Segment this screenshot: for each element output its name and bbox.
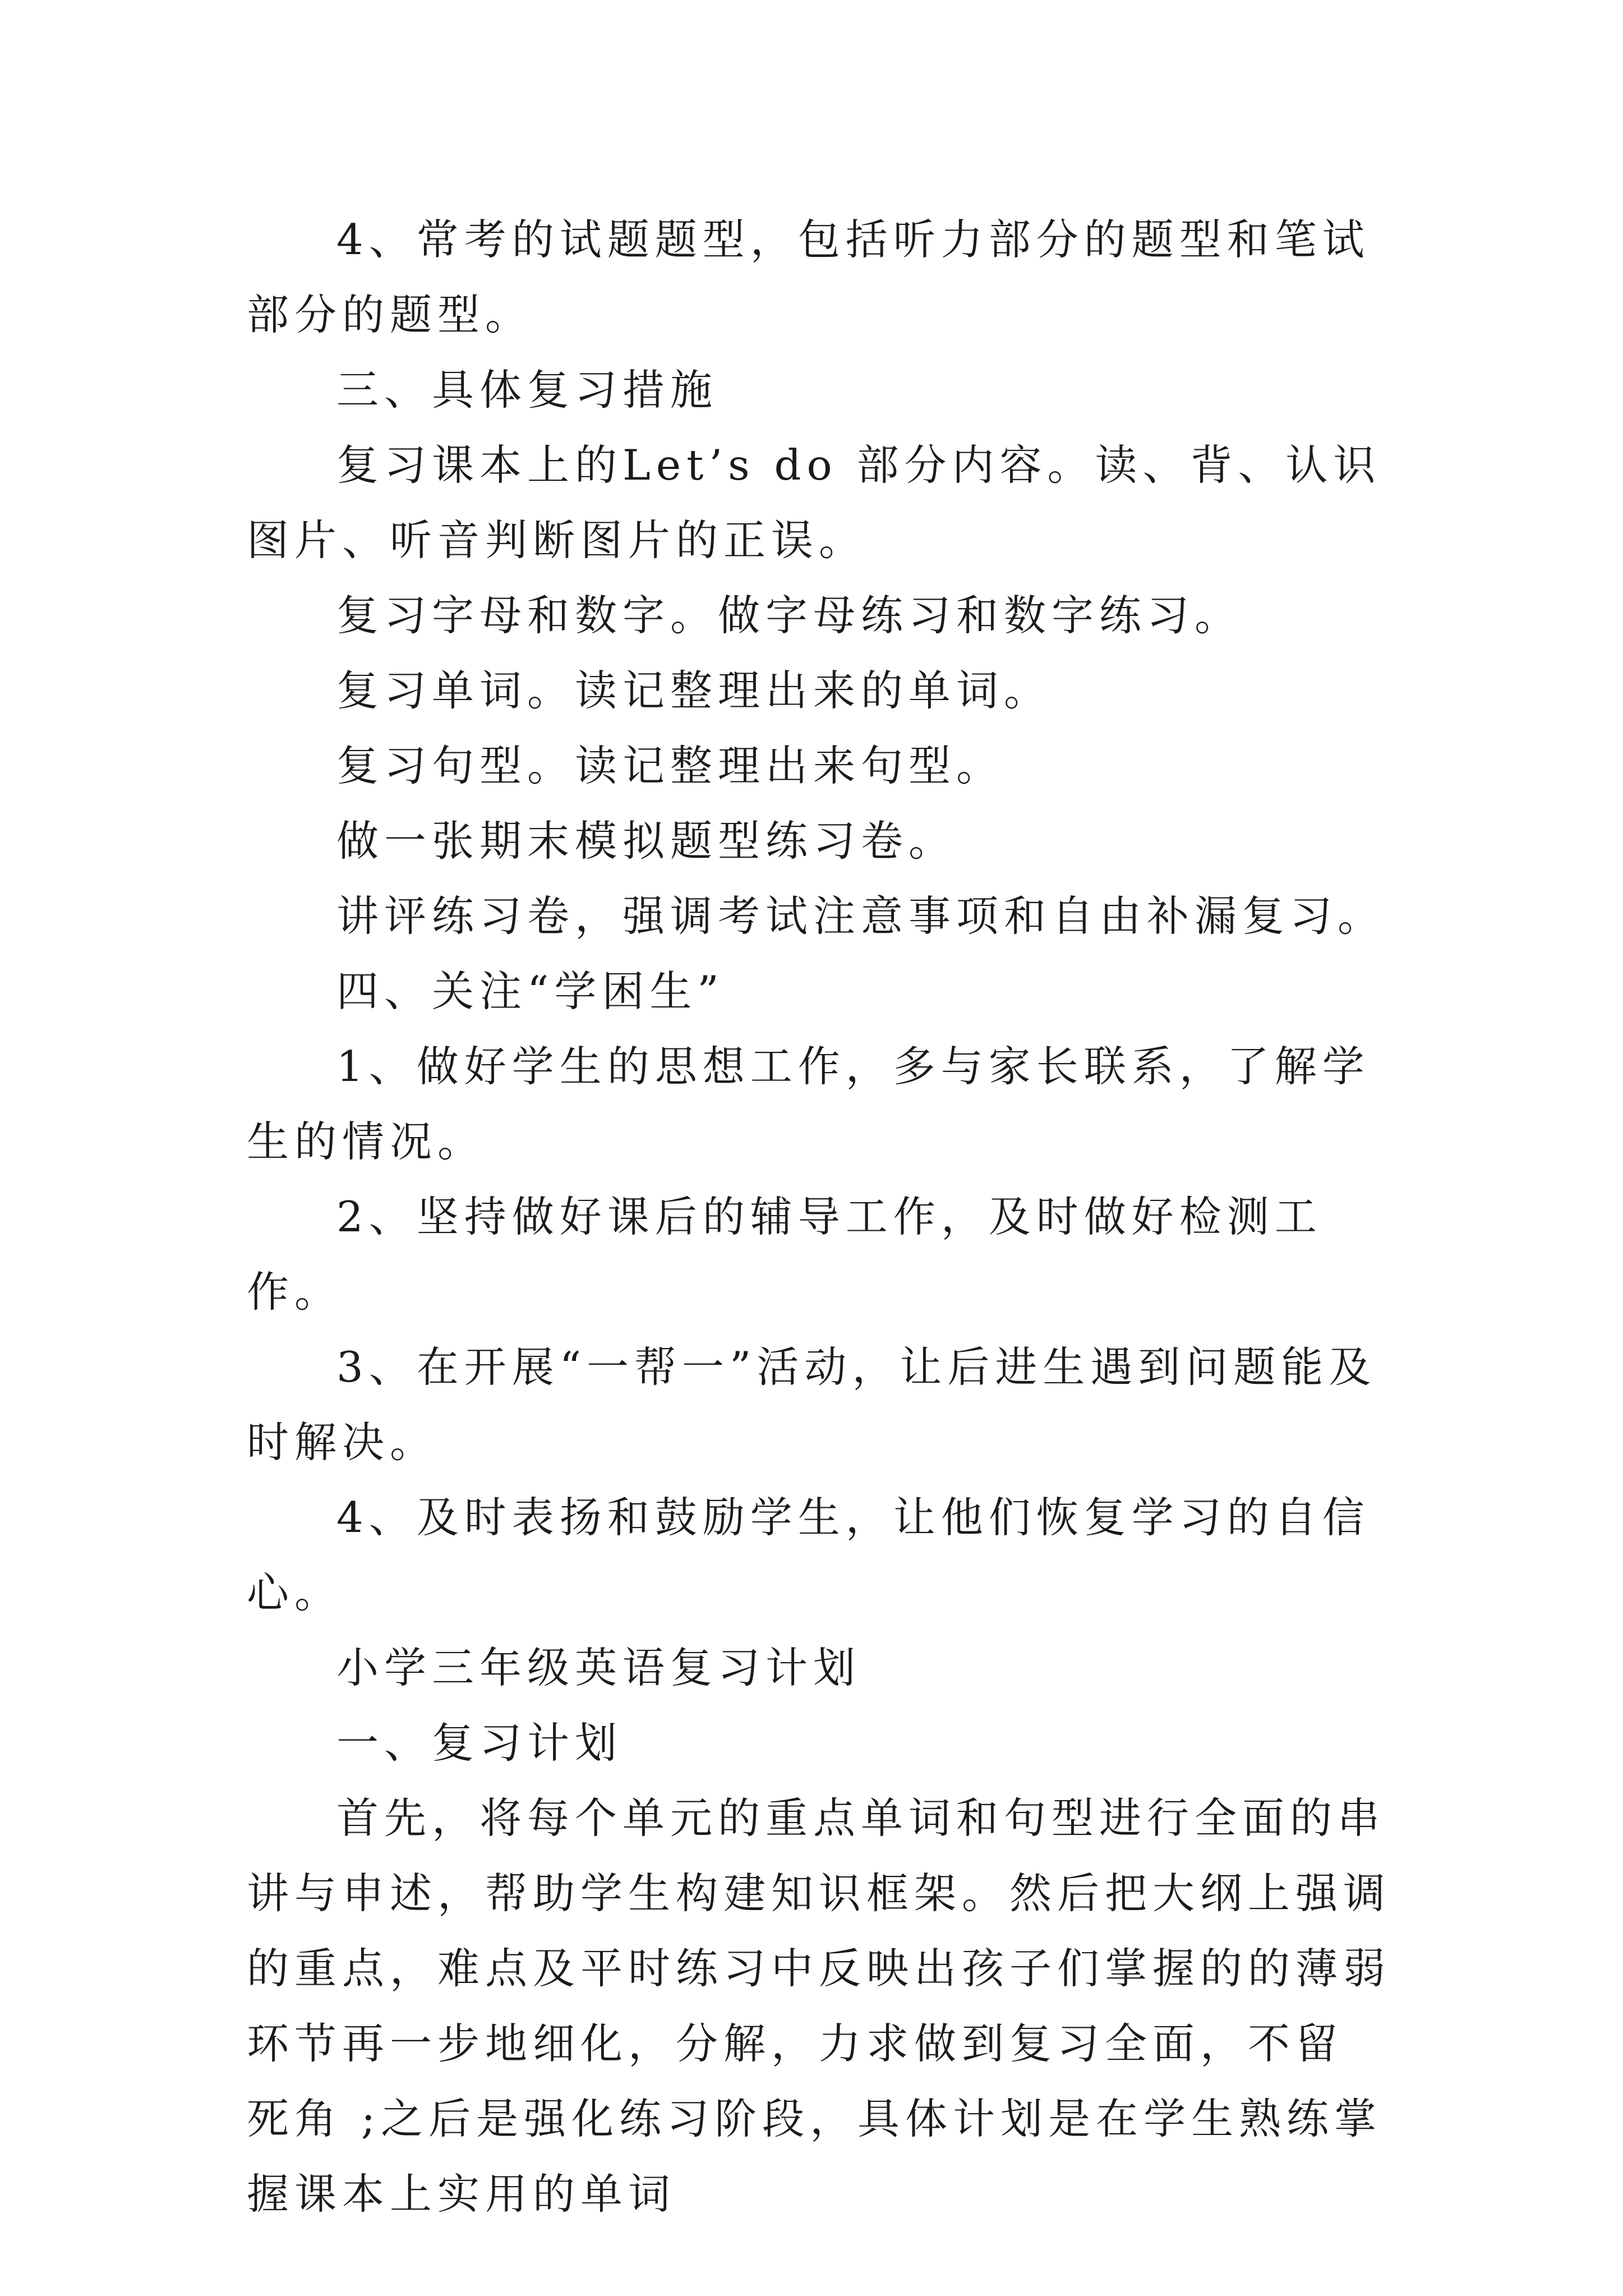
document-body (247, 202, 1391, 2231)
paragraph-item-2: 2、坚持做好课后的辅导工作，及时做好检测工作。 (247, 1192, 1322, 1317)
paragraph-words: 复习单词。读记整理出来的单词。 (336, 666, 1052, 715)
paragraph-mock-exam: 做一张期末模拟题型练习卷。 (336, 816, 957, 866)
paragraph-item-4: 4、及时表扬和鼓励学生，让他们恢复学习的自信心。 (247, 1493, 1370, 1617)
paragraph-review-exam: 讲评练习卷，强调考试注意事项和自由补漏复习。 (336, 891, 1386, 941)
paragraph-exam-question-types: 4、常考的试题题型，包括听力部分的题型和笔试部分的题型。 (247, 215, 1370, 339)
paragraph-letters-numbers: 复习字母和数字。做字母练习和数字练习。 (336, 591, 1243, 640)
paragraph-plan-body: 首先，将每个单元的重点单词和句型进行全面的串讲与申述，帮助学生构建知识框架。然后把大纲上强调的重点，难点及平时练习中反映出孩子们掌握的的薄弱环节再一步地细化，分解，力求做到复习全面，不留 死角 ;之后是强化练习阶段，具体计划是在学生熟练掌握课本上实用的单词 (247, 1793, 1391, 2219)
section-title: 小学三年级英语复习计划 (336, 1643, 861, 1692)
paragraph-item-3: 3、在开展“一帮一”活动，让后进生遇到问题能及时解决。 (247, 1342, 1377, 1467)
paragraph-lets-do-review: 复习课本上的Let’s do 部分内容。读、背、认识图片、听音判断图片的正误。 (247, 440, 1381, 565)
heading-struggling-students: 四、关注“学困生” (336, 967, 725, 1016)
paragraph-sentence-patterns: 复习句型。读记整理出来句型。 (336, 741, 1004, 790)
heading-review-measures: 三、具体复习措施 (336, 365, 718, 415)
paragraph-item-1: 1、做好学生的思想工作，多与家长联系，了解学生的情况。 (247, 1042, 1370, 1166)
heading-review-plan: 一、复习计划 (336, 1718, 623, 1768)
